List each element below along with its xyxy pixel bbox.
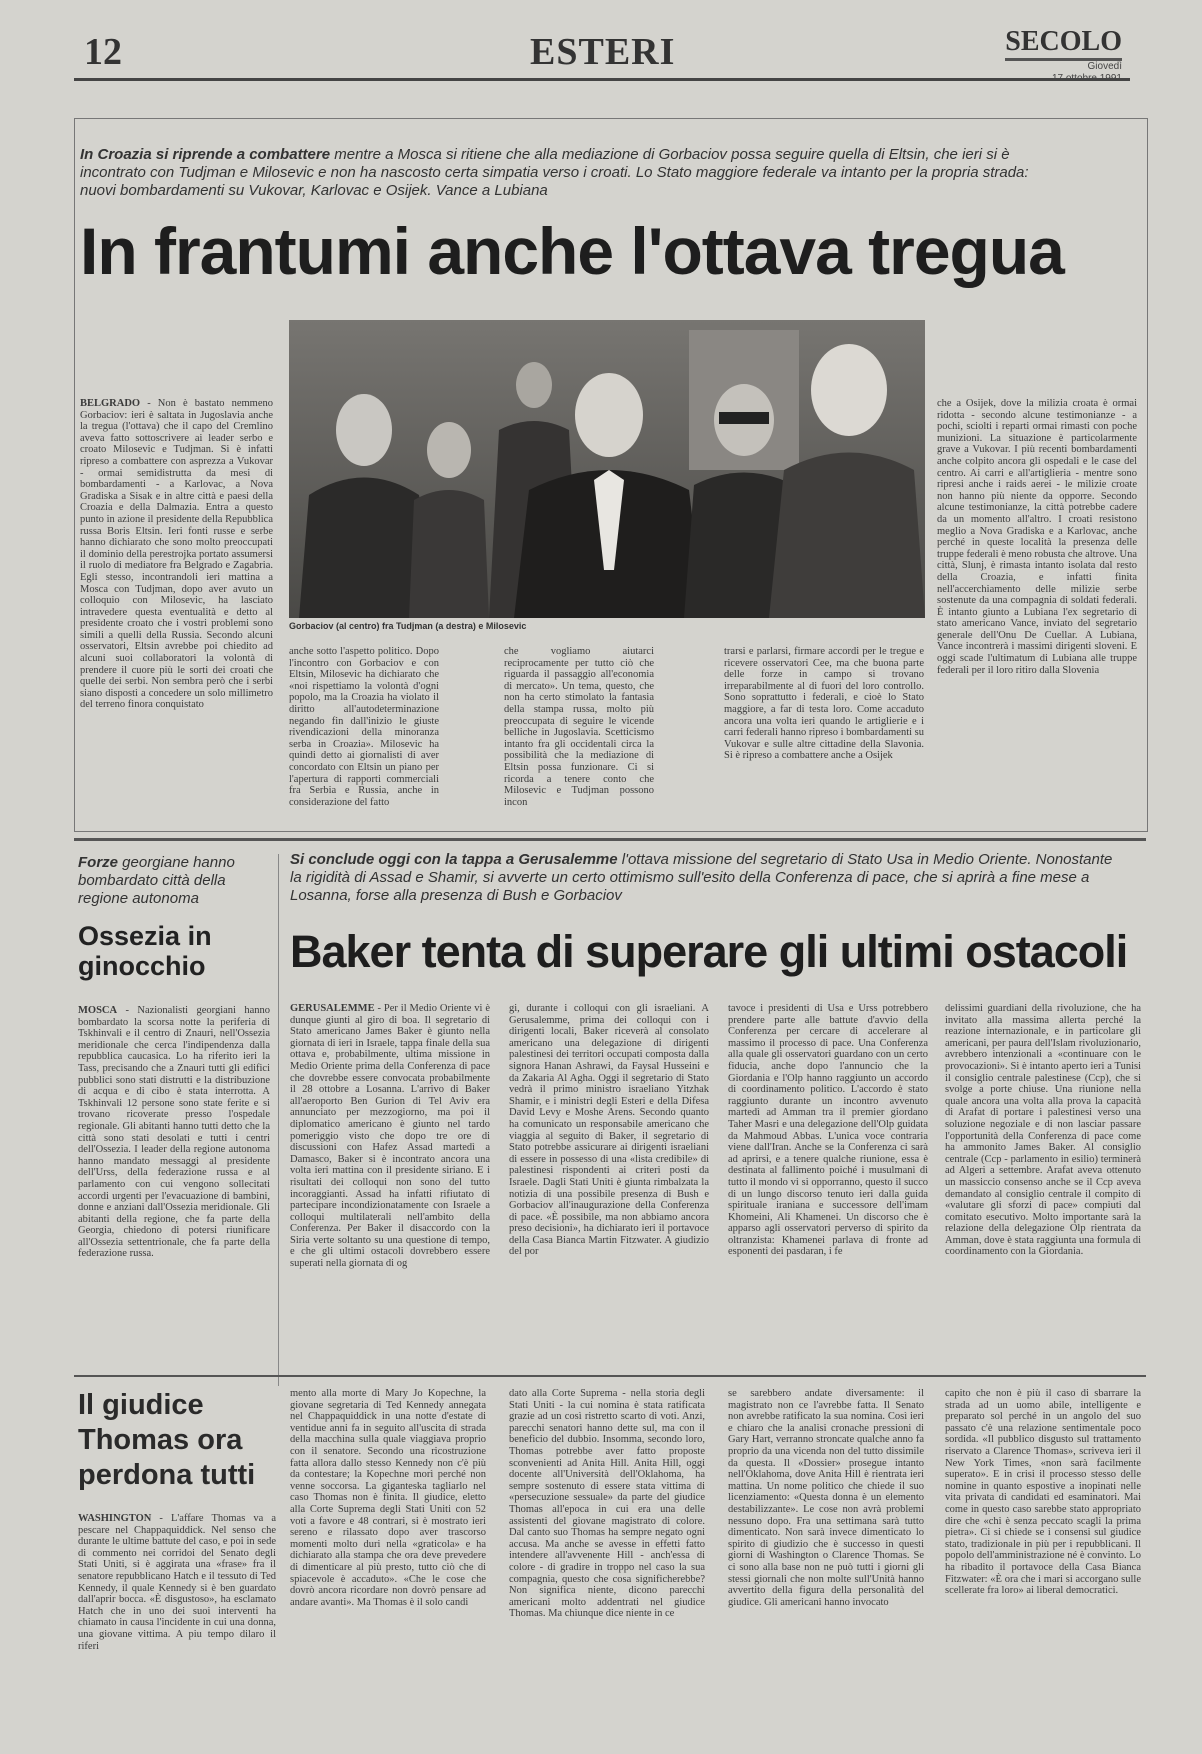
page-number: 12 — [84, 31, 122, 73]
story-baker-col-1 — [290, 1003, 490, 1386]
story-ossezia-kicker — [78, 854, 268, 908]
col-text: - Non è bastato nemmeno Gorbaciov: ieri è saltata in Jugoslavia anche la tregua (l'ottava) che il capo del Cremlino aveva fatto sottoscrivere ai leader serbo e croato Milosevic e Tudjman. Si è infatti ripreso a combattere con asprezza a Vukovar - ormai semidistrutta da mesi di bombardamenti - a Karlovac, a Nova Gradiska a Sisak e in altre città e paesi della Croazia e della Dalmazia. Entra a questo punto in azione il presidente della Repubblica russa Boris Eltsin. Ieri fonti russe e serbe hanno dichiarato che sono molto preoccupati il dominio della perestrojka portato assumersi il ruolo di mediatore fra Belgrado e Zagabria. Egli stesso, incontrandoli ieri mattina a Mosca con Tudjman, dopo aver avuto un colloquio con Milosevic, ha lasciato intravedere questa eventualità e detto al presidente croato che i vostri problemi sono simili a quelli della Russia. Secondo alcuni osservatori, Eltsin avrebbe poi chiedito ad alcuni suoi collaboratori la volontà di prendere il cuore più le sorti dei croati che quelle dei serbi. Non sembra però che i serbi siano disposti a concedere un solo millimetro del terreno finora conquistato — [80, 398, 273, 711]
kicker-rest: l'ottava missione del segretario di Stato Usa in Medio Oriente. Nonostante la rigidità di Assad e Shamir, si avverte un certo ottimismo sull'esito della Conferenza di pace, che si aprirà a fine mese a Losanna, forse alla presenza di Bush e Gorbaciov — [290, 851, 1113, 904]
story-baker-col-4: delissimi guardiani della rivoluzione, che ha invitato alla massima allerta perché la reazione internazionale, e in particolare gli americani, per paura dell'Islam rivoluzionario, avrebbero intenzionali a «continuare con le provocazioni». Si è intanto aperto ieri a Tunisi il consiglio centrale palestinese (Ccp), che si svolge a porte chiuse. Una riunione nella quale ancora una volta alla prova la capacità di Arafat di portare i palestinesi verso una soluzione negoziale e di non lasciar passare l'opportunità della Conferenza di pace come ha ammonito James Baker. Al consiglio centrale (Ccp - parlamento in esilio) terminerà ad Algeri a settembre. Arafat aveva ottenuto un massiccio consenso anche se il Ccp aveva demandato al consiglio centrale il compito di «valutare gli sforzi di pace» compiuti dal comitato esecutivo. Molto importante sarà la relazione della delegazione Olp rientrata da Amman, dove è stata raggiunta una formula di coordinamento con la Giordania. — [945, 1003, 1141, 1258]
story-baker-kicker — [290, 851, 1120, 905]
dateline: GERUSALEMME — [290, 1003, 375, 1014]
story-croatia-col-3: che vogliamo aiutarci reciprocamente per tutto ciò che riguarda il passaggio all'economia di mercato». Un tema, questo, che non ha certo stimolato la fantasia della stampa russa, molto più preoccupata di seguire le vicende belliche in Jugoslavia. Scetticismo intanto fra gli occidentali circa la possibilità che la mediazione di Eltsin possa funzionare. Ci si ricorda a tenere conto che Milosevic e Tudjman possono incon — [504, 646, 654, 808]
story-thomas-headline: Il giudice Thomas ora perdona tutti — [78, 1389, 256, 1491]
photo-caption: Gorbaciov (al centro) fra Tudjman (a destra) e Milosevic — [289, 621, 527, 631]
section-rule-2 — [74, 1375, 1146, 1377]
story-thomas-col-1 — [78, 1513, 276, 1745]
story-thomas-col-3: dato alla Corte Suprema - nella storia degli Stati Uniti - la cui nomina è stata ratificata grazie ad un così ristretto scarto di voti. Anzi, parecchi senatori hanno dette sul, ma con il beneficio del dubbio. Insomma, secondo loro, Thomas potrebbe aver fatto proposte sconvenienti ad Anita Hill. Anita Hill, oggi docente all'Università dell'Oklahoma, ha sempre sostenuto di essere stata vittima di «persecuzione sessuale» da parte del giudice Thomas all'epoca in cui era una delle assistenti del giovane magistrato di colore. Dal canto suo Thomas ha sempre negato ogni accusa. Ma anche se avesse in effetti fatto intendere all'avvenente Hill - anch'essa di colore - di gradire in troppo nel caso la sua compagnia, questo che cosa significherebbe? Non significa niente, dicono parecchi americani molto addentrati nel giudice Thomas. Ma chiunque dice niente in ce — [509, 1388, 705, 1620]
dateline: WASHINGTON — [78, 1513, 152, 1524]
dateline: BELGRADO — [80, 398, 141, 409]
story-thomas-col-2: mento alla morte di Mary Jo Kopechne, la giovane segretaria di Ted Kennedy annegata nel Chappaquiddick in una notte d'estate di ventidue anni fa in seguito all'uscita di strada della macchina sulla quale viaggiava proprio con il senatore. Secondo una ricostruzione fatta allora dallo stesso Kennedy non c'è più da contestare; la Kopechne morì perché non venne soccorsa. La giganteska tagliarlo nel caso Thomas non è finita. Il giudice, eletto alla Corte Suprema degli Stati Uniti con 52 voti a favore e 48 contrari, si è mostrato ieri sereno e rilassato dopo aver trascorso momenti molto duri nella «graticola» e ha dichiarato alla stampa che ora deve prevedere di dimenticare al più presto, tutto ciò che di spiacevole è accaduto». «Che le cose che dovrò ancora ricordare non dovrò pensare ad andare avanti». Ma Thomas è il solo candi — [290, 1388, 486, 1608]
masthead — [1005, 28, 1122, 85]
kicker-rest: mentre a Mosca si ritiene che alla mediazione di Gorbaciov possa seguire quella di Eltsin, che ieri si è incontrato con Tudjman e Milosevic e non ha nascosto certa simpatia verso i croati. Lo Stato maggiore federale va intanto per la propria strada: nuovi bombardamenti su Vukovar, Karlovac e Osijek. Vance a Lubiana — [80, 146, 1029, 199]
kicker-lead: Forze — [78, 854, 119, 871]
col-text: - L'affare Thomas va a pescare nel Chappaquiddick. Nel senso che durante le ultime battute del caso, e poi in sede di commento nei corridoi del Senato degli Stati Uniti, si è aggirata una «frase» fra il senatore repubblicano Hatch e il tessuto di Ted Kennedy, il quale Kennedy si è ben guardato dall'aprir bocca. «È disgustoso», ha esclamato Hatch che in uno dei suoi interventi ha chiamato in causa l'incidente in cui una donna, una giovane vittima. A piu tempo dilaro il riferi — [78, 1513, 276, 1652]
story-croatia-col-2: anche sotto l'aspetto politico. Dopo l'incontro con Gorbaciov e con Eltsin, Milosevic ha dichiarato che «noi rispettiamo la volontà d'ogni popolo, ma la Croazia ha violato il diritto all'autodeterminazione negando fin dall'inizio le giuste rivendicazioni della minoranza serba in Croazia». Milosevic ha quindi detto ai giornalisti di aver concordato con Eltsin un piano per l'apertura di rapporti commerciali fra Serbia e Russia, anche in considerazione del fatto — [289, 646, 439, 808]
news-photo — [289, 320, 925, 618]
story-thomas-col-5: capito che non è più il caso di sbarrare la strada ad un uomo abile, intelligente e preparato sol perché in un angolo del suo passato c'è una relazione sentimentale poco sordida. «Il pubblico disgusto sul trattamento riservato a Clarence Thomas», scriveva ieri il New York Times, «non sarà facilmente superato». E in crisi il processo stesso delle nomine in quanto espostive a inopinati nelle vita privata di candidati ed esaminatori. Mai come in questo caso sarebbe stato appropriato dire che «chi è senza peccato scagli la prima pietra». Ci si chiede se i consensi sul giudice stato, tradizionale in più per i repubblicani. Il popolo dell'amministrazione né è convinto. Lo ha ribadito il portavoce della Casa Bianca Fitzwater: «È ora che i mari si accorgano sulle scellerate fra loro» ai liberal democratici. — [945, 1388, 1141, 1597]
story-baker-col-2: gi, durante i colloqui con gli israeliani. A Gerusalemme, prima dei colloqui con i dirigenti locali, Baker riceverà al consolato americano una delegazione di dirigenti palestinesi dei territori occupati composta dalla signora Hanan Ashrawi, da Faysal Husseini e da Zakaria Al Agha. Oggi il segretario di Stato vedrà il primo ministro israeliano Yitzhak Shamir, e i ministri degli Esteri e della Difesa David Levy e Moshe Arens. Secondo quanto ha comunicato un responsabile americano che viaggia al seguito di Baker, il segretario di Stato potrebbe assicurare ai dirigenti israeliani di essere in possesso di una «lista credibile» di palestinesi rispondenti ai criteri posti da Israele. Dagli Stati Uniti è giunta rimbalzata la notizia di una possibile presenza di Bush e Gorbaciov all'inaugurazione della Conferenza di pace. «È possibile, ma non abbiamo ancora preso decisioni», ha dichiarato ieri il portavoce della Casa Bianca Martin Fitzwater. A giudizio del por — [509, 1003, 709, 1258]
story-croatia-col-1 — [80, 398, 273, 823]
photo-image — [289, 320, 925, 618]
kicker-rest: georgiane hanno bombardato città della regione autonoma — [78, 854, 235, 907]
masthead-logo: SECOLO — [1005, 28, 1122, 61]
dateline: MOSCA — [78, 1005, 118, 1016]
col-text: - Per il Medio Oriente vi è dunque giunti al giro di boa. Il segretario di Stato americano James Baker è giunto nella giornata di ieri in Israele, tappa finale della sua ottava e, probabilmente, ultima missione in Medio Oriente prima della Conferenza di pace che dovrebbe essere convocata probabilmente il 28 ottobre a Losanna. L'arrivo di Baker all'aeroporto Ben Gurion di Tel Aviv era annunciato per mezzogiorno, ma poi il diplomatico americano è giunto nel tardo pomeriggio visto che dopo tre ore di discussioni con Hafez Assad martedì a Damasco, Baker si è incontrato ancora una volta ieri mattina con il presidente siriano. E i risultati dei colloqui non sono del tutto incoraggianti. Assad ha infatti rifiutato di partecipare incondizionatamente con Israele a colloqui multilaterali nell'ambito della Conferenza. Per Baker il disaccordo con la Siria verte soltanto su una questione di tempo, e che gli ultimi ostacoli dovrebbero essere superati nella giornata di og — [290, 1003, 490, 1270]
story-thomas-col-4: se sarebbero andate diversamente: il magistrato non ce l'avrebbe fatta. Il Senato non avrebbe ratificato la sua nomina. Così ieri e chiaro che la analisi cronache pressioni di Gary Hart, verranno stroncate qualche anno fa proprio da una vicenda non del tutto dissimile da questa. Il «Dossier» prosegue intanto nell'Oklahoma, dove Anita Hill è rientrata ieri mattina. Un nome politico che chiede il suo licenziamento: «Questa donna è un elemento destabilizzante». Le cose non avrà problemi nessuno dopo. Fra una settimana sarà tutto dimenticato. Non sarà invece dimenticato lo spirito di giudizio che è successo in questi giorni di Washington o Clarence Thomas. Se ci sono alla base non ne può tutti i giorni gli stessi giornali che non molte sull'Unità hanno avvertito della figura della personalità del giudice. Gli americani hanno invocato — [728, 1388, 924, 1608]
col-text: - Nazionalisti georgiani hanno bombardato la scorsa notte la periferia di Tskhinvali e il centro di Znauri, nell'Ossezia meridionale che cerca l'indipendenza dalla repubblica caucasica. Lo ha riferito ieri la Tass, precisando che a Znauri tutti gli edifici pubblici sono stati distrutti e la distribuzione di acqua e di cibo è stata interrotta. A Tskhinvali 12 persone sono state ferite e si trovano ricoverate presso l'ospedale regionale. Gli abitanti hanno tutti detto che la città sono stati desolati e tutti i centri dell'Ossezia. I leader della regione autonoma hanno mandato messaggi al presidente dell'Urss, della federazione russa e al parlamento con cui vengono sollecitati accordi urgenti per l'evacuazione di bambini, donne e anziani dall'Ossezia meridionale. Gli abitanti della regione, che fa parte della Georgia, chiedono di potersi riunificare all'Ossezia settentrionale, che fa parte della federazione russa. — [78, 1005, 270, 1260]
story-croatia-kicker — [80, 146, 1040, 200]
top-rule — [74, 78, 1130, 81]
story-croatia-headline: In frantumi anche l'ottava tregua — [80, 214, 1064, 288]
story-ossezia-headline: Ossezia in ginocchio — [78, 921, 212, 981]
section-title: ESTERI — [530, 31, 676, 73]
story-croatia-col-5: che a Osijek, dove la milizia croata è ormai ridotta - secondo alcune testimonianze - a pochi, sciolti i reparti ormai rimasti con poche munizioni. La situazione è particolarmente grave a Vukovar. I più recenti bombardamenti anche colpito ancora gli ospedali e le case del centro. Ai carri e all'artiglieria - mentre sono ripresi anche i raids aerei - le milizie croate non hanno più niente da opporre. Secondo alcune testimonianze, la città potrebbe cadere da un momento all'altro. I croati resistono meglio a Nova Gradiska e a Karlovac, anche perché in queste località la presenza delle truppe federali è meno robusta che altrove. Una città, Slunj, è rimasta intanto isolata dal resto della Croazia, e infatti finita nell'accerchiamento delle milizie serbe sostenute da una compagnia di soldati federali. È intanto giunto a Lubiana l'ex segretario di stato americano Vance, inviato del segretario generale dell'Onu De Cuellar. A Lubiana, Vance incontrerà i massimi dirigenti sloveni. E oggi scade l'ultimatum di Lubiana alle truppe federali per il loro ritiro dalla Slovenia — [937, 398, 1137, 676]
story-ossezia-body — [78, 1005, 270, 1387]
story-croatia-col-4: trarsi e parlarsi, firmare accordi per le tregue e ricevere osservatori Cee, ma che buona parte delle forze in campo si trovano irreparabilmente al di fuori del loro controllo. Sono soprattutto i federali, e cioè lo Stato maggiore, a far di testa loro. Come accaduto ancora una volta ieri quando le artiglierie e i carri federali hanno ripreso i bombardamenti su Vukovar e sulle altre cittadine della Slavonia. Si è ripreso a combattere anche a Osijek — [724, 646, 924, 762]
kicker-lead: Si conclude oggi con la tappa a Gerusalemme — [290, 851, 618, 868]
kicker-lead: In Croazia si riprende a combattere — [80, 146, 331, 163]
story-baker-headline: Baker tenta di superare gli ultimi ostacoli — [290, 926, 1128, 977]
date-line-1: Giovedì — [1087, 61, 1122, 72]
column-divider — [278, 854, 279, 1386]
story-baker-col-3: tavoce i presidenti di Usa e Urss potrebbero prendere parte alle battute d'avvio della Conferenza per cercare di accelerare al massimo il processo di pace. Una Conferenza alla quale gli osservatori guardano con un certo fiducia, anche dopo l'annuncio che la Giordania e l'Olp hanno raggiunto un accordo di coordinamento politico. L'accordo è stato raggiunto durante un incontro avvenuto martedì ad Amman tra il premier giordano Taher Masri e una delegazione dell'Olp guidata da Mahmoud Abbas. L'unica voce contraria viene dall'Iran. Anche se la Conferenza ci sarà ad aprirsi, e a tenere qualche riunione, essa è destinata al fallimento poiché i musulmani di tutto il mondo vi si opporranno, questo il succo di un lungo discorso tenuto ieri dalla guida spirituale iraniana e successore dell'imam Khomeini, Ali Khamenei. Un discorso che è apparso agli osservatori perverso di spirito da oltranzista: Khamenei parlava di fronte ad esponenti dei pasdaran, i fe — [728, 1003, 928, 1258]
section-rule — [74, 838, 1146, 841]
